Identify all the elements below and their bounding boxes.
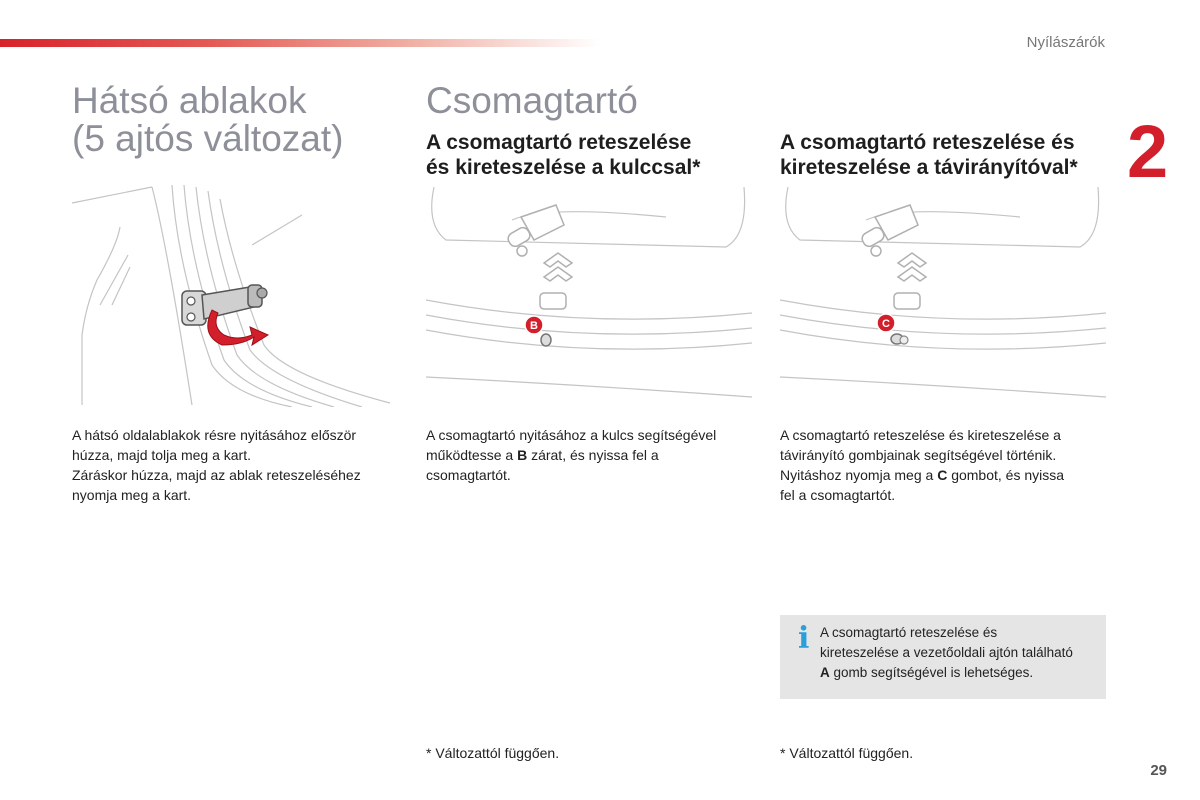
page-number: 29	[1150, 762, 1167, 779]
window-section-title	[72, 82, 343, 158]
remote-lock-text: A csomagtartó reteszelése és kireteszelése a távirányító gombjainak segítségével történik. Nyitáshoz nyomja meg a C gombot, és nyissa fel a csomagtartót.	[780, 427, 1065, 503]
info-box	[780, 615, 1106, 699]
section-label: Nyílászárók	[1026, 34, 1105, 51]
trunk-key-illustration	[426, 185, 752, 407]
remote-lock-subtitle: A csomagtartó reteszelése és kireteszelése a távirányítóval*	[780, 131, 1078, 179]
info-text: A csomagtartó reteszelése és kireteszelése a vezetőoldali ajtón található A gomb segítségével is lehetséges.	[820, 625, 1073, 680]
title-line-2: (5 ajtós változat)	[72, 118, 344, 159]
title-line-1: Hátsó ablakok	[72, 80, 307, 121]
trunk-remote-illustration	[780, 185, 1106, 407]
middle-footnote: * Változattól függően.	[426, 745, 560, 761]
callout-b: B	[530, 320, 538, 332]
chapter-number: 2	[1127, 110, 1169, 193]
key-lock-subtitle: A csomagtartó reteszelése és kireteszelése a kulccsal*	[426, 131, 701, 179]
info-icon: i	[798, 621, 810, 656]
rear-window-text: A hátsó oldalablakok résre nyitásához először húzza, majd tolja meg a kart. Záráskor húzza, majd az ablak reteszeléséhez nyomja meg a kart.	[72, 427, 361, 503]
header-accent-bar	[0, 39, 600, 47]
key-lock-text: A csomagtartó nyitásához a kulcs segítségével működtesse a B zárat, és nyissa fel a csomagtartót.	[426, 427, 717, 483]
rear-window-latch-illustration	[72, 185, 392, 407]
callout-c: C	[882, 318, 890, 330]
trunk-section-title: Csomagtartó	[426, 80, 638, 121]
right-footnote: * Változattól függően.	[780, 745, 914, 761]
